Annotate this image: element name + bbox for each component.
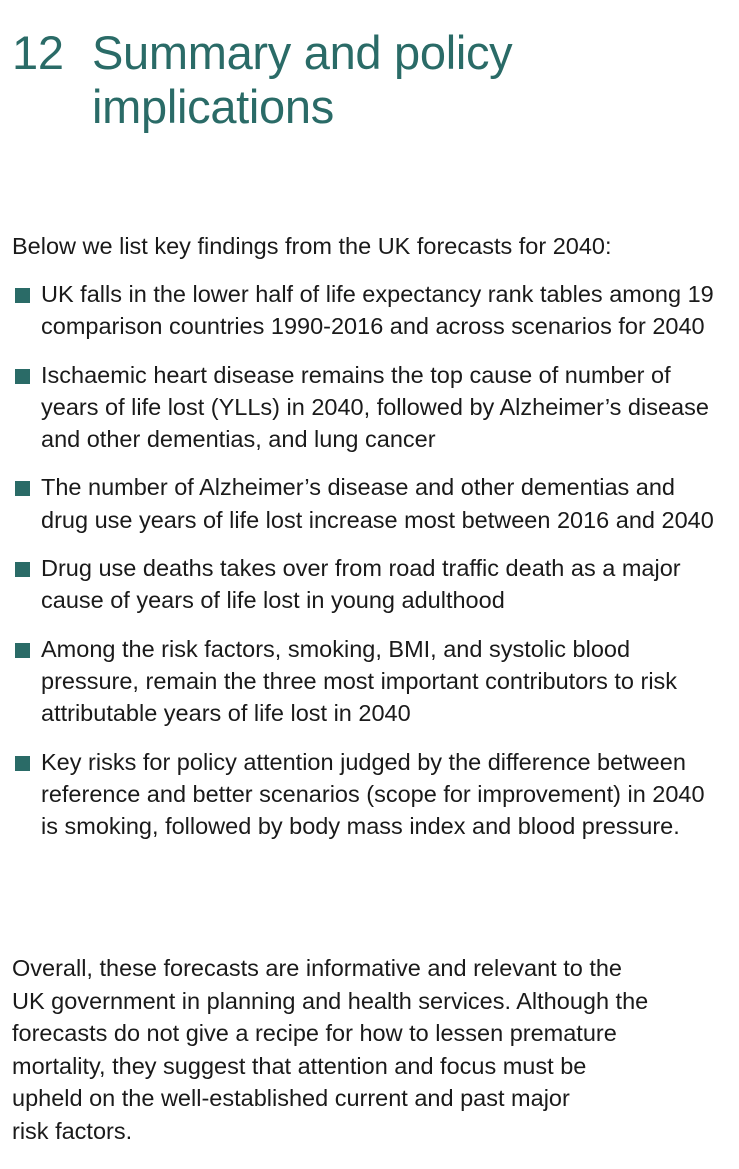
key-findings-list bbox=[12, 278, 722, 858]
square-bullet-icon bbox=[15, 756, 30, 771]
square-bullet-icon bbox=[15, 481, 30, 496]
conclusion-line: Overall, these forecasts are informative and relevant to the bbox=[12, 955, 623, 981]
finding-text: Key risks for policy attention judged by the difference between reference and better scenarios (scope for improvement) in 2040 is smoking, followed by body mass index and blood pressure. bbox=[41, 748, 705, 840]
finding-item bbox=[12, 746, 722, 843]
finding-item bbox=[12, 278, 722, 343]
finding-text: The number of Alzheimer’s disease and other dementias and drug use years of life lost increase most between 2016 and 2040 bbox=[41, 474, 714, 533]
square-bullet-icon bbox=[15, 369, 30, 384]
conclusion-line: mortality, they suggest that attention and focus must be bbox=[12, 1052, 587, 1079]
section-number: 12 bbox=[12, 26, 64, 79]
finding-item bbox=[12, 552, 722, 617]
finding-text: UK falls in the lower half of life expectancy rank tables among 19 comparison countries 1990-2016 and across scenarios for 2040 bbox=[41, 281, 714, 340]
finding-text: Drug use deaths takes over from road traffic death as a major cause of years of life lost in young adulthood bbox=[41, 555, 681, 614]
conclusion-line: forecasts do not give a recipe for how to lessen premature bbox=[12, 1020, 617, 1046]
finding-text: Ischaemic heart disease remains the top cause of number of years of life lost (YLLs) in 2040, followed by Alzheimer’s disease and other dementias, and lung cancer bbox=[41, 361, 709, 453]
finding-item bbox=[12, 359, 722, 456]
conclusion-line: upheld on the well-established current and past major bbox=[12, 1085, 570, 1111]
section-heading bbox=[12, 26, 612, 134]
section-title: Summary and policy implications bbox=[92, 26, 513, 133]
conclusion-line: UK government in planning and health services. Although the bbox=[12, 987, 649, 1014]
conclusion-line: risk factors. bbox=[12, 1117, 133, 1144]
finding-item bbox=[12, 633, 722, 730]
square-bullet-icon bbox=[15, 562, 30, 577]
finding-item bbox=[12, 471, 722, 536]
intro-paragraph: Below we list key findings from the UK forecasts for 2040: bbox=[12, 233, 612, 259]
finding-text: Among the risk factors, smoking, BMI, and systolic blood pressure, remain the three most important contributors to risk attributable years of life lost in 2040 bbox=[41, 635, 678, 727]
square-bullet-icon bbox=[15, 643, 30, 658]
square-bullet-icon bbox=[15, 288, 30, 303]
conclusion-paragraph bbox=[12, 952, 712, 1147]
